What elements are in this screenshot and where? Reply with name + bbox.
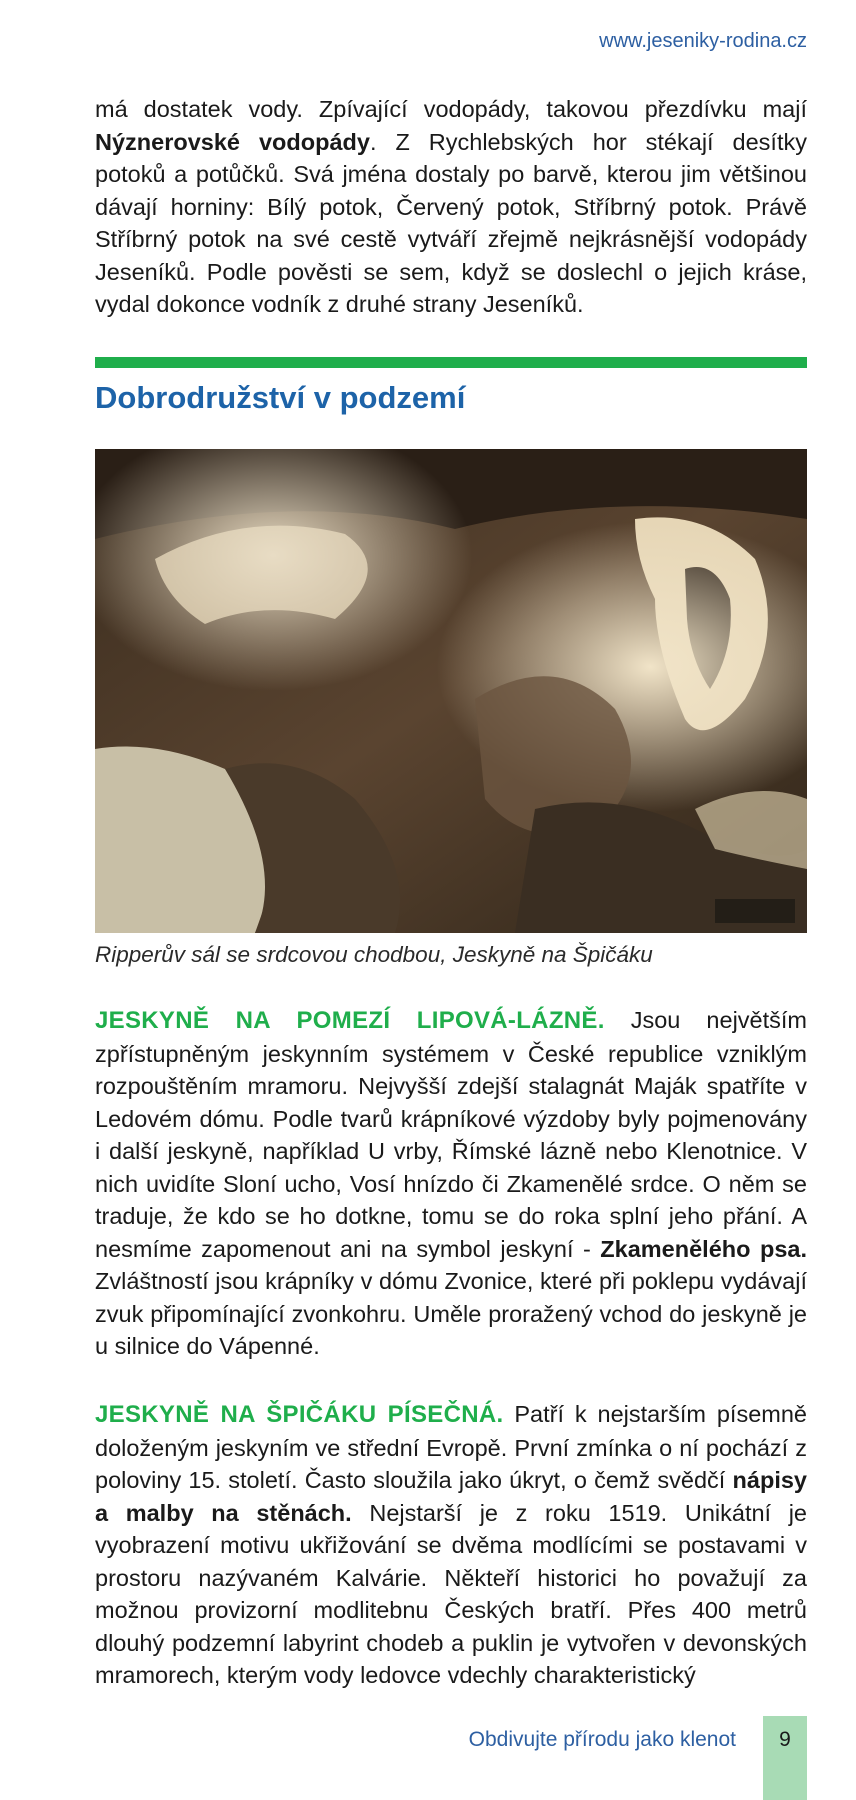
spicak-heading: JESKYNĚ NA ŠPIČÁKU PÍSEČNÁ.: [95, 1401, 504, 1428]
section-title: Dobrodružství v podzemí: [95, 380, 466, 415]
lipova-paragraph: [95, 1004, 807, 1363]
lipova-text-1: Jsou největším zpřístupněným jeskynním systémem v České republice vzniklým rozpouštěním mramoru. Nejvyšší zdejší stalagnát Maják spatříte v Ledovém dómu. Podle tvarů krápníkové výzdoby byly pojmenovány i další jeskyně, například U vrby, Římské lázně nebo Klenotnice. V nich uvidíte Sloní ucho, Vosí hnízdo či Zkamenělé srdce. O něm se traduje, že kdo se ho dotkne, tomu se do roka splní jeho přání. A nesmíme zapomenout ani na symbol jeskyní -: [95, 1007, 807, 1262]
spicak-text-2: Nejstarší je z roku 1519. Unikátní je vyobrazení motivu ukřižování se dvěma modlícími se postavami v prostoru nazývaném Kalvárie. Někteří historici ho považují za možnou provizorní modlitebnu Českých bratří. Přes 400 metrů dlouhý podzemní labyrint chodeb a puklin je vytvořen v devonských mramorech, kterým vody ledovce vdechly charakteristický: [95, 1499, 808, 1688]
site-url[interactable]: www.jeseniky-rodina.cz: [599, 30, 807, 52]
intro-paragraph: [95, 93, 807, 321]
spicak-text-1: Patří k nejstarším písemně doloženým jeskyním ve střední Evropě. První zmínka o ní pochází z poloviny 15. století. Často sloužila jako úkryt, o čemž svědčí: [95, 1401, 807, 1493]
lipova-bold-dog: Zkamenělého psa.: [600, 1235, 807, 1262]
footer-slogan: Obdivujte přírodu jako klenot: [468, 1728, 736, 1751]
spicak-paragraph: [95, 1398, 807, 1692]
section-divider: [95, 357, 807, 368]
spicak-bold-inscriptions: nápisy a malby na stěnách.: [95, 1467, 807, 1526]
page-number-box: [763, 1716, 807, 1800]
intro-bold-waterfalls: Nýznerovské vodopády: [95, 128, 370, 155]
photo-caption: Ripperův sál se srdcovou chodbou, Jeskyně na Špičáku: [95, 942, 653, 967]
lipova-text-2: Zvláštností jsou krápníky v dómu Zvonice, které při poklepu vydávají zvuk připomínající zvonkohru. Uměle proražený vchod do jeskyně je u silnice do Vápenné.: [95, 1268, 807, 1359]
page-number: 9: [779, 1728, 791, 1751]
intro-text-1: má dostatek vody. Zpívající vodopády, takovou přezdívku mají: [95, 96, 807, 122]
cave-photo: [95, 449, 807, 933]
lipova-heading: JESKYNĚ NA POMEZÍ LIPOVÁ-LÁZNĚ.: [95, 1007, 605, 1034]
intro-text-2: . Z Rychlebských hor stékají desítky potoků a potůčků. Svá jména dostaly po barvě, kterou jim většinou dávají horniny: Bílý potok, Červený potok, Stříbrný potok. Právě Stříbrný potok na své cestě vytváří zřejmě nejkrásnější vodopády Jeseníků. Podle pověsti se sem, když se doslechl o jejich kráse, vydal dokonce vodník z druhé strany Jeseníků.: [95, 128, 807, 317]
